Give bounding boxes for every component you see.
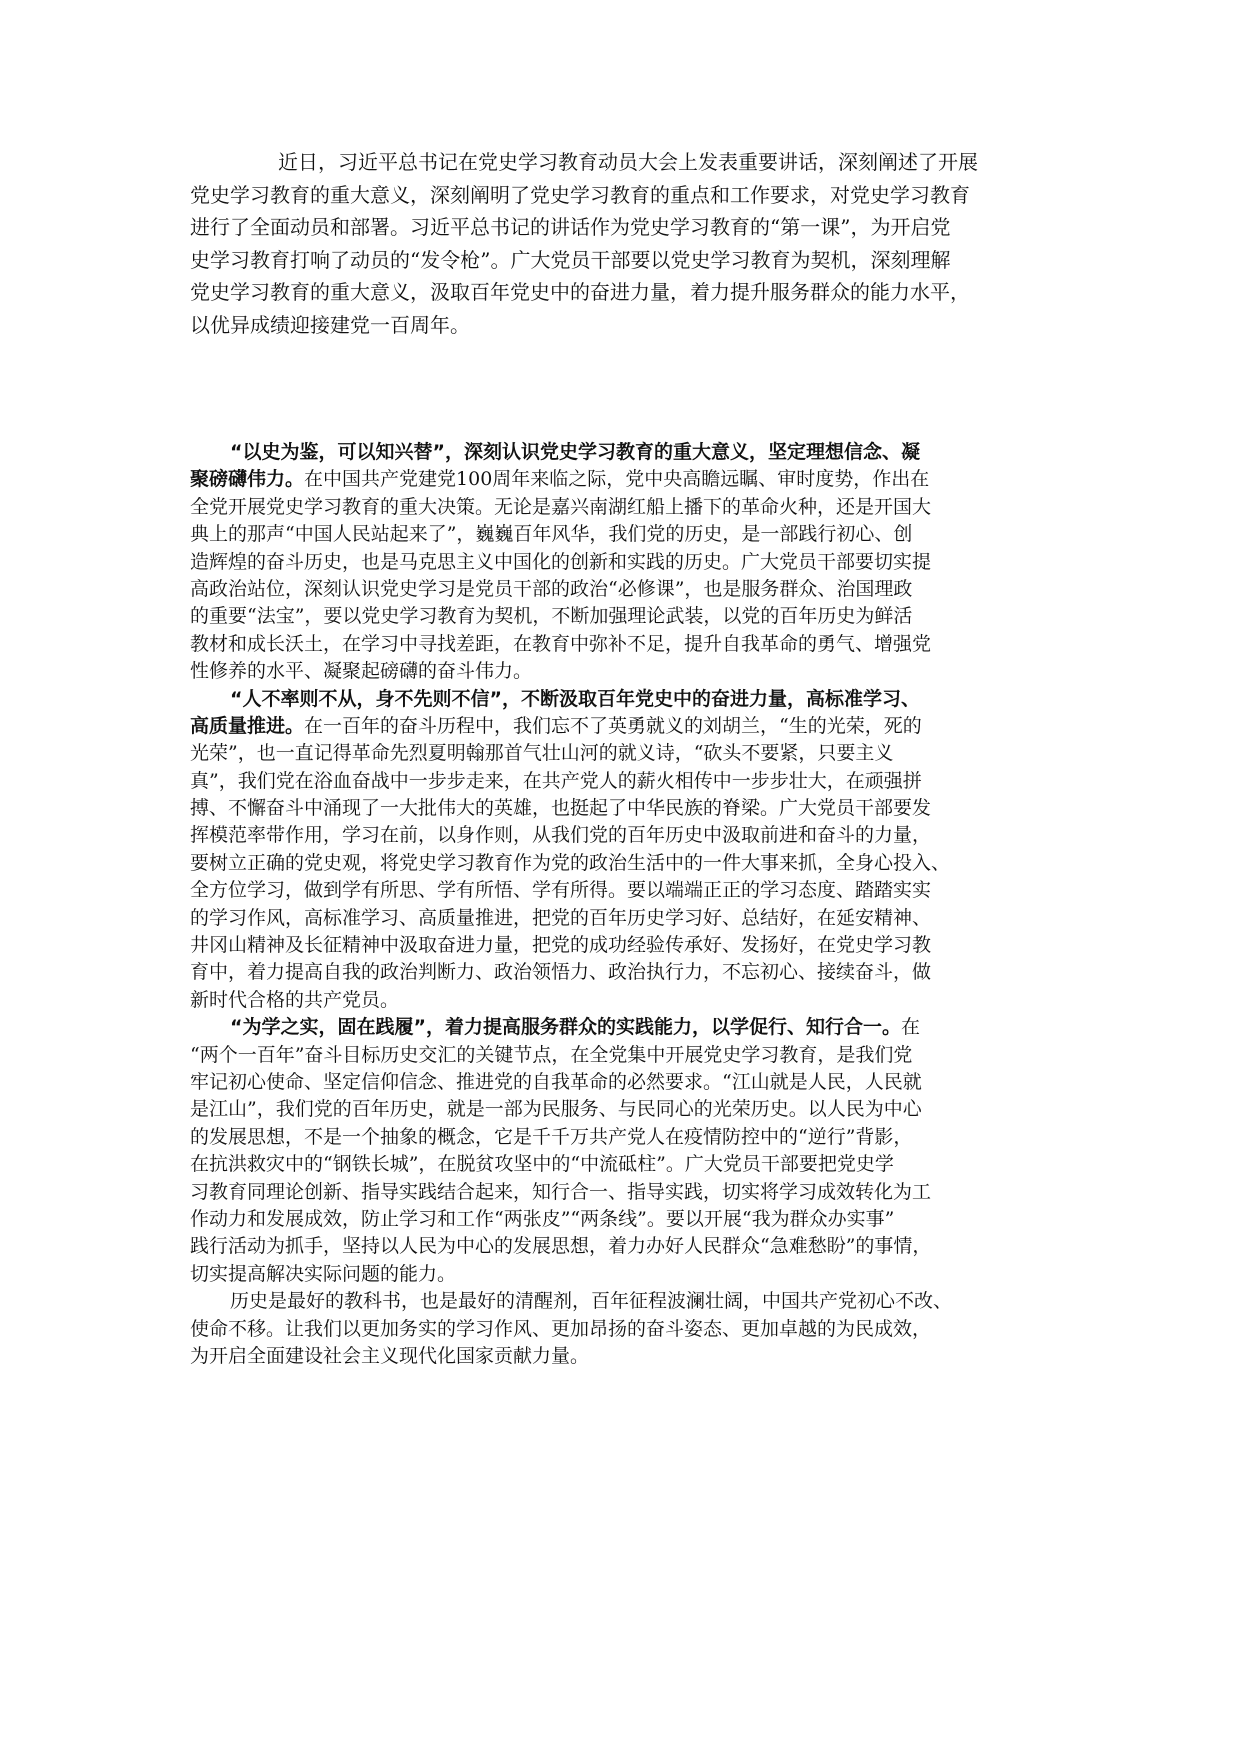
section1-line: 的重要“法宝”，要以党史学习教育为契机，不断加强理论武装，以党的百年历史为鲜活: [190, 605, 913, 628]
conclusion-line: 使命不移。让我们以更加务实的学习作风、更加昂扬的奋斗姿态、更加卓越的为民成效，: [190, 1317, 932, 1340]
section2-line: 挥模范率带作用，学习在前，以身作则，从我们党的百年历史中汲取前进和奋斗的力量，: [190, 824, 932, 847]
section2-line: 育中，着力提高自我的政治判断力、政治领悟力、政治执行力，不忘初心、接续奋斗，做: [190, 961, 932, 984]
section3-line: 是江山”，我们党的百年历史，就是一部为民服务、与民同心的光荣历史。以人民为中心: [190, 1098, 922, 1121]
section2-line: [190, 713, 1070, 740]
section3-line: 牢记初心使命、坚定信仰信念、推进党的自我革命的必然要求。“江山就是人民，人民就: [190, 1070, 922, 1093]
body-text: [190, 439, 1070, 1370]
section1-heading: “以史为鉴，可以知兴替”，深刻认识党史学习教育的重大意义，坚定理想信念、凝: [230, 441, 920, 463]
section2-line: 搏、不懈奋斗中涌现了一大批伟大的英雄，也挺起了中华民族的脊梁。广大党员干部要发: [190, 797, 932, 820]
section2-line: 井冈山精神及长征精神中汲取奋进力量，把党的成功经验传承好、发扬好，在党史学习教: [190, 934, 932, 957]
section1-line: 造辉煌的奋斗历史，也是马克思主义中国化的创新和实践的历史。广大党员干部要切实提: [190, 550, 932, 573]
section2-heading-end: 高质量推进。: [190, 714, 305, 737]
section2-line: 新时代合格的共产党员。: [190, 988, 400, 1011]
section2-text: 在一百年的奋斗历程中，我们忘不了英勇就义的刘胡兰，“生的光荣，死的: [304, 714, 922, 737]
section3-line: 习教育同理论创新、指导实践结合起来，知行合一、指导实践，切实将学习成效转化为工: [190, 1180, 932, 1203]
section3-heading-line: [190, 1014, 1070, 1041]
section1-line: [190, 466, 1070, 493]
intro-paragraph: [190, 146, 1070, 341]
section3-line: “两个一百年”奋斗目标历史交汇的关键节点，在全党集中开展党史学习教育，是我们党: [190, 1043, 913, 1066]
section1-heading-end: 聚磅礴伟力。: [190, 468, 305, 491]
section1-line: 教材和成长沃土，在学习中寻找差距，在教育中弥补不足，提升自我革命的勇气、增强党: [190, 632, 932, 655]
intro-line: 近日，习近平总书记在党史学习教育动员大会上发表重要讲话，深刻阐述了开展: [278, 150, 978, 174]
section1-line: 高政治站位，深刻认识党史学习是党员干部的政治“必修课”，也是服务群众、治国理政: [190, 577, 913, 600]
section1-line: 性修养的水平、凝聚起磅礴的奋斗伟力。: [190, 660, 533, 683]
intro-line: 党史学习教育的重大意义，深刻阐明了党史学习教育的重点和工作要求，对党史学习教育: [190, 182, 970, 207]
section1-heading-line: [190, 439, 1070, 466]
section2-line: 光荣”，也一直记得革命先烈夏明翰那首气壮山河的就义诗，“砍头不要紧，只要主义: [190, 742, 894, 765]
intro-line: 以优异成绩迎接建党一百周年。: [190, 312, 470, 337]
section1-text: 在中国共产党建党100周年来临之际，党中央高瞻远瞩、审时度势，作出在: [304, 468, 930, 491]
section3-line: 践行活动为抓手，坚持以人民为中心的发展思想，着力办好人民群众“急难愁盼”的事情，: [190, 1235, 932, 1258]
section3-line: 作动力和发展成效，防止学习和工作“两张皮”“两条线”。要以开展“我为群众办实事”: [190, 1207, 895, 1230]
section1-line: 全党开展党史学习教育的重大决策。无论是嘉兴南湖红船上播下的革命火种，还是开国大: [190, 495, 932, 518]
section2-heading-line: [190, 686, 1070, 713]
section1-line: 典上的那声“中国人民站起来了”，巍巍百年风华，我们党的历史，是一部践行初心、创: [190, 523, 913, 546]
section3-heading: “为学之实，固在践履”，着力提高服务群众的实践能力，以学促行、知行合一。: [230, 1016, 901, 1039]
section2-line: 要树立正确的党史观，将党史学习教育作为党的政治生活中的一件大事来抓，全身心投入、: [190, 851, 951, 874]
conclusion-line: 历史是最好的教科书，也是最好的清醒剂，百年征程波澜壮阔，中国共产党初心不改、: [230, 1290, 953, 1313]
section2-line: 真”，我们党在浴血奋战中一步步走来，在共产党人的薪火相传中一步步壮大，在顽强拼: [190, 769, 922, 792]
section3-line: 切实提高解决实际问题的能力。: [190, 1262, 457, 1285]
intro-line: 史学习教育打响了动员的“发令枪”。广大党员干部要以党史学习教育为契机，深刻理解: [190, 247, 951, 272]
section2-line: 的学习作风，高标准学习、高质量推进，把党的百年历史学习好、总结好，在延安精神、: [190, 906, 932, 929]
intro-line: 进行了全面动员和部署。习近平总书记的讲话作为党史学习教育的“第一课”，为开启党: [190, 215, 951, 239]
conclusion-line: 为开启全面建设社会主义现代化国家贡献力量。: [190, 1344, 590, 1367]
intro-line: 党史学习教育的重大意义，汲取百年党史中的奋进力量，着力提升服务群众的能力水平，: [190, 280, 970, 304]
section3-line: 的发展思想，不是一个抽象的概念，它是千千万共产党人在疫情防控中的“逆行”背影，: [190, 1125, 913, 1148]
section3-line: 在抗洪救灾中的“钢铁长城”，在脱贫攻坚中的“中流砥柱”。广大党员干部要把党史学: [190, 1153, 894, 1176]
section2-line: 全方位学习，做到学有所思、学有所悟、学有所得。要以端端正正的学习态度、踏踏实实: [190, 879, 932, 902]
section2-heading: “人不率则不从，身不先则不信”，不断汲取百年党史中的奋进力量，高标准学习、: [230, 687, 920, 710]
section3-text: 在: [900, 1016, 920, 1039]
